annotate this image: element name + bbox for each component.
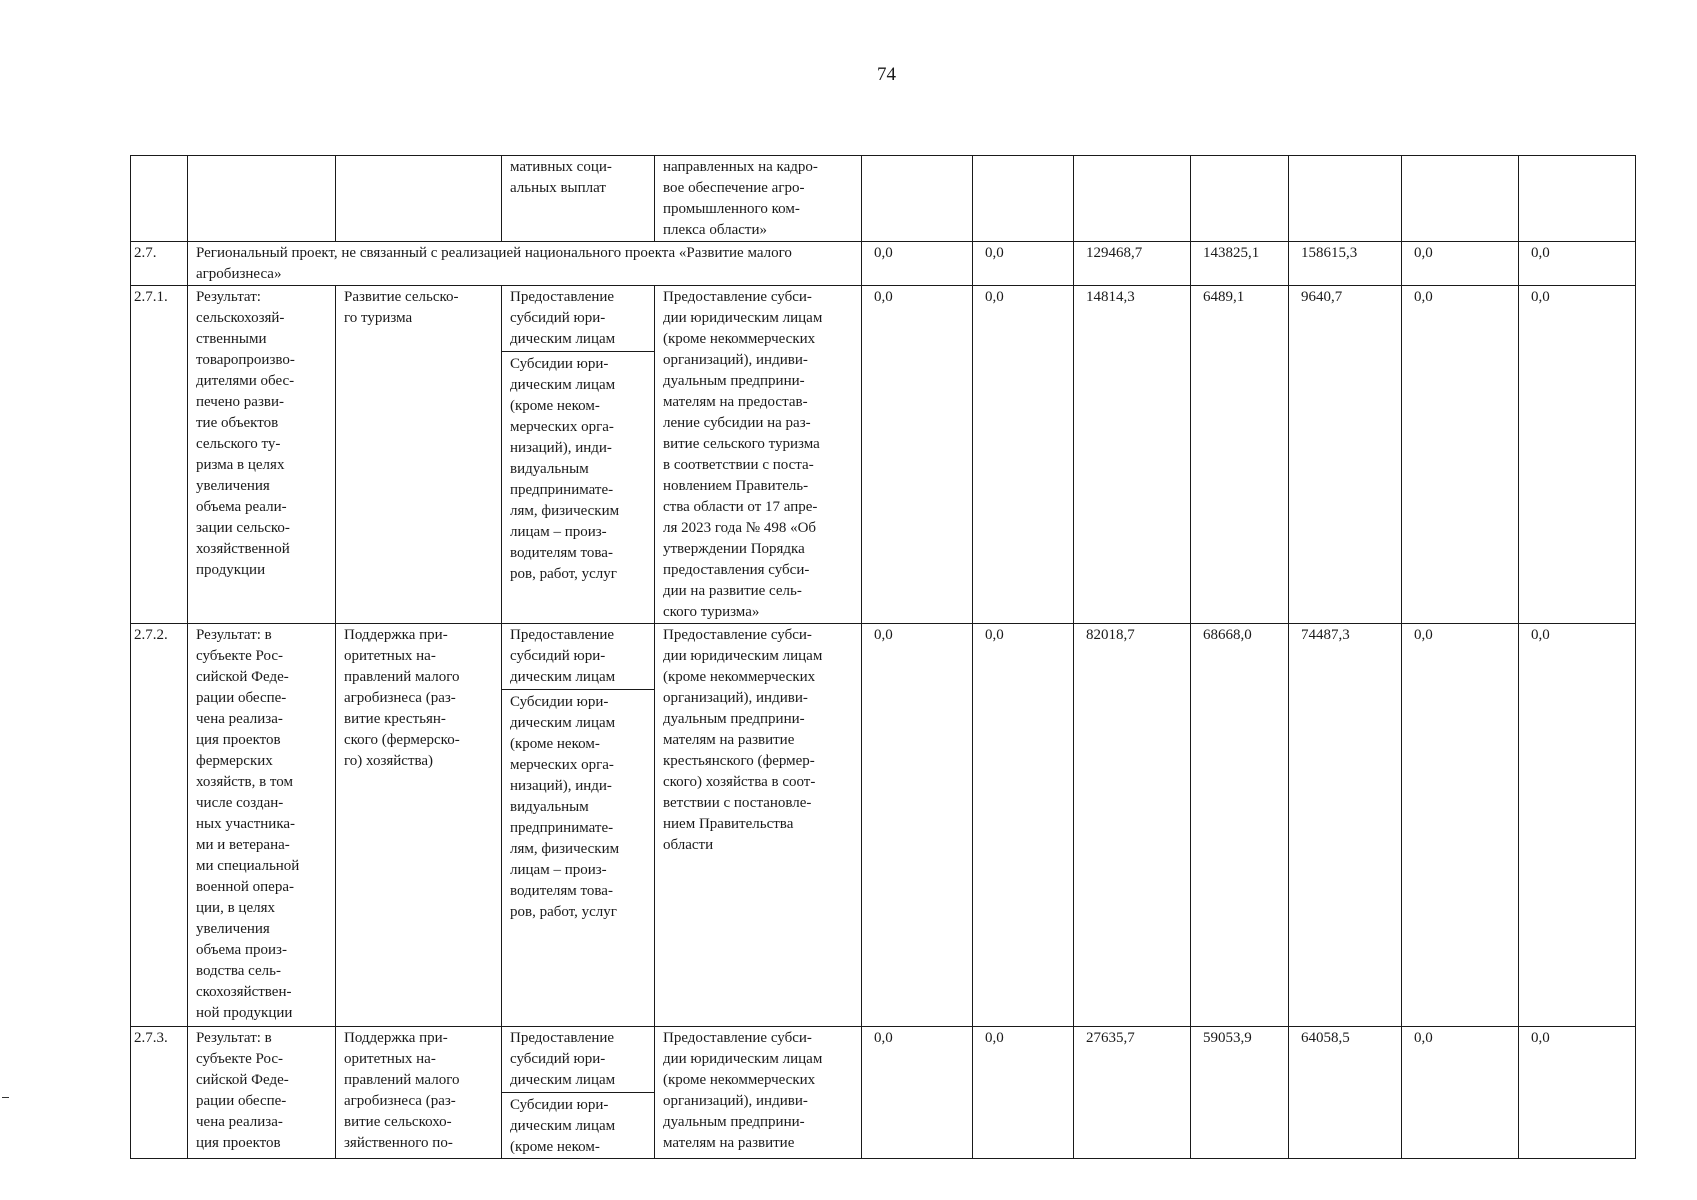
table-row <box>131 242 1636 286</box>
mechanism-cell: Предоставление субси- дии юридическим лицам (кроме некоммерческих организаций), индиви- дуальным предприни- мателям на развитие крестьянского (фермер- ского) хозяйства в соот- ветствии с постановле- нием Правительства области <box>655 624 862 1027</box>
value-cell: 158615,3 <box>1289 242 1402 286</box>
value-cell <box>1519 156 1636 242</box>
measure-detail: Субсидии юри- дическим лицам (кроме неком- мерческих орга- низаций), инди- видуальным предпринимате- лям, физическим лицам – произ- водителям това- ров, работ, услуг <box>510 356 620 582</box>
value-cell: 0,0 <box>862 1027 973 1159</box>
measure-cell <box>502 1027 655 1159</box>
value-cell: 0,0 <box>1519 242 1636 286</box>
measure-type: Предоставление субсидий юри- дическим лицам <box>502 625 654 690</box>
value-cell: 82018,7 <box>1074 624 1191 1027</box>
value-cell: 27635,7 <box>1074 1027 1191 1159</box>
direction-cell: Поддержка при- оритетных на- правлений малого агробизнеса (раз- витие сельскохо- зяйственного по- <box>336 1027 502 1159</box>
mechanism-cell: Предоставление субси- дии юридическим лицам (кроме некоммерческих организаций), индиви- дуальным предприни- мателям на предостав- ление субсидии на раз- витие сельского туризма в соответствии с поста- новлением Правитель- ства области от 17 апре- ля 2023 года № 498 «Об утверждении Порядка предоставления субси- дии на развитие сель- ского туризма» <box>655 286 862 624</box>
value-cell: 0,0 <box>1519 286 1636 624</box>
value-cell: 0,0 <box>973 624 1074 1027</box>
value-cell: 6489,1 <box>1191 286 1289 624</box>
measure-type: Предоставление субсидий юри- дическим лицам <box>502 1028 654 1093</box>
value-cell <box>862 156 973 242</box>
value-cell: 14814,3 <box>1074 286 1191 624</box>
margin-mark <box>2 1097 9 1098</box>
value-cell: 143825,1 <box>1191 242 1289 286</box>
value-cell: 0,0 <box>973 286 1074 624</box>
value-cell <box>973 156 1074 242</box>
direction-cell: Поддержка при- оритетных на- правлений малого агробизнеса (раз- витие крестьян- ского (фермерско- го) хозяйства) <box>336 624 502 1027</box>
value-cell <box>1074 156 1191 242</box>
value-cell: 0,0 <box>1519 1027 1636 1159</box>
project-title-cell: Региональный проект, не связанный с реализацией национального проекта «Развитие малого агробизнеса» <box>188 242 862 286</box>
table-row <box>131 156 1636 242</box>
value-cell: 64058,5 <box>1289 1027 1402 1159</box>
value-cell: 0,0 <box>973 1027 1074 1159</box>
measure-type: Предоставление субсидий юри- дическим лицам <box>502 287 654 352</box>
row-number: 2.7.2. <box>131 624 188 1027</box>
direction-cell: Развитие сельско- го туризма <box>336 286 502 624</box>
mechanism-cell: Предоставление субси- дии юридическим лицам (кроме некоммерческих организаций), индиви- дуальным предприни- мателям на развитие <box>655 1027 862 1159</box>
measure-cell <box>502 624 655 1027</box>
result-cell: Результат: в субъекте Рос- сийской Феде- рации обеспе- чена реализа- ция проектов <box>188 1027 336 1159</box>
result-cell <box>188 156 336 242</box>
row-number <box>131 156 188 242</box>
value-cell: 0,0 <box>862 242 973 286</box>
value-cell: 74487,3 <box>1289 624 1402 1027</box>
row-number: 2.7. <box>131 242 188 286</box>
value-cell: 0,0 <box>1402 242 1519 286</box>
value-cell <box>1191 156 1289 242</box>
value-cell: 0,0 <box>862 624 973 1027</box>
value-cell: 129468,7 <box>1074 242 1191 286</box>
row-number: 2.7.1. <box>131 286 188 624</box>
page-number: 74 <box>877 64 896 85</box>
measure-cell <box>502 286 655 624</box>
measure-cell: мативных соци- альных выплат <box>502 156 655 242</box>
value-cell: 0,0 <box>1402 286 1519 624</box>
value-cell: 0,0 <box>973 242 1074 286</box>
value-cell: 68668,0 <box>1191 624 1289 1027</box>
table-row <box>131 624 1636 1027</box>
value-cell <box>1289 156 1402 242</box>
program-table <box>130 155 1636 1159</box>
mechanism-cell: направленных на кадро- вое обеспечение агро- промышленного ком- плекса области» <box>655 156 862 242</box>
value-cell: 0,0 <box>862 286 973 624</box>
value-cell: 9640,7 <box>1289 286 1402 624</box>
result-cell: Результат: сельскохозяй- ственными товаропроизво- дителями обес- печено разви- тие объектов сельского ту- ризма в целях увеличения объема реали- зации сельско- хозяйственной продукции <box>188 286 336 624</box>
measure-detail: Субсидии юри- дическим лицам (кроме неком- <box>510 1097 616 1155</box>
value-cell: 0,0 <box>1402 1027 1519 1159</box>
value-cell <box>1402 156 1519 242</box>
row-number: 2.7.3. <box>131 1027 188 1159</box>
table-row <box>131 1027 1636 1159</box>
result-cell: Результат: в субъекте Рос- сийской Феде- рации обеспе- чена реализа- ция проектов фермерских хозяйств, в том числе создан- ных участника- ми и ветерана- ми специальной военной опера- ции, в целях увеличения объема произ- водства сель- скохозяйствен- ной продукции <box>188 624 336 1027</box>
value-cell: 0,0 <box>1519 624 1636 1027</box>
table-row <box>131 286 1636 624</box>
measure-detail: Субсидии юри- дическим лицам (кроме неком- мерческих орга- низаций), инди- видуальным предпринимате- лям, физическим лицам – произ- водителям това- ров, работ, услуг <box>510 694 620 920</box>
value-cell: 59053,9 <box>1191 1027 1289 1159</box>
value-cell: 0,0 <box>1402 624 1519 1027</box>
direction-cell <box>336 156 502 242</box>
